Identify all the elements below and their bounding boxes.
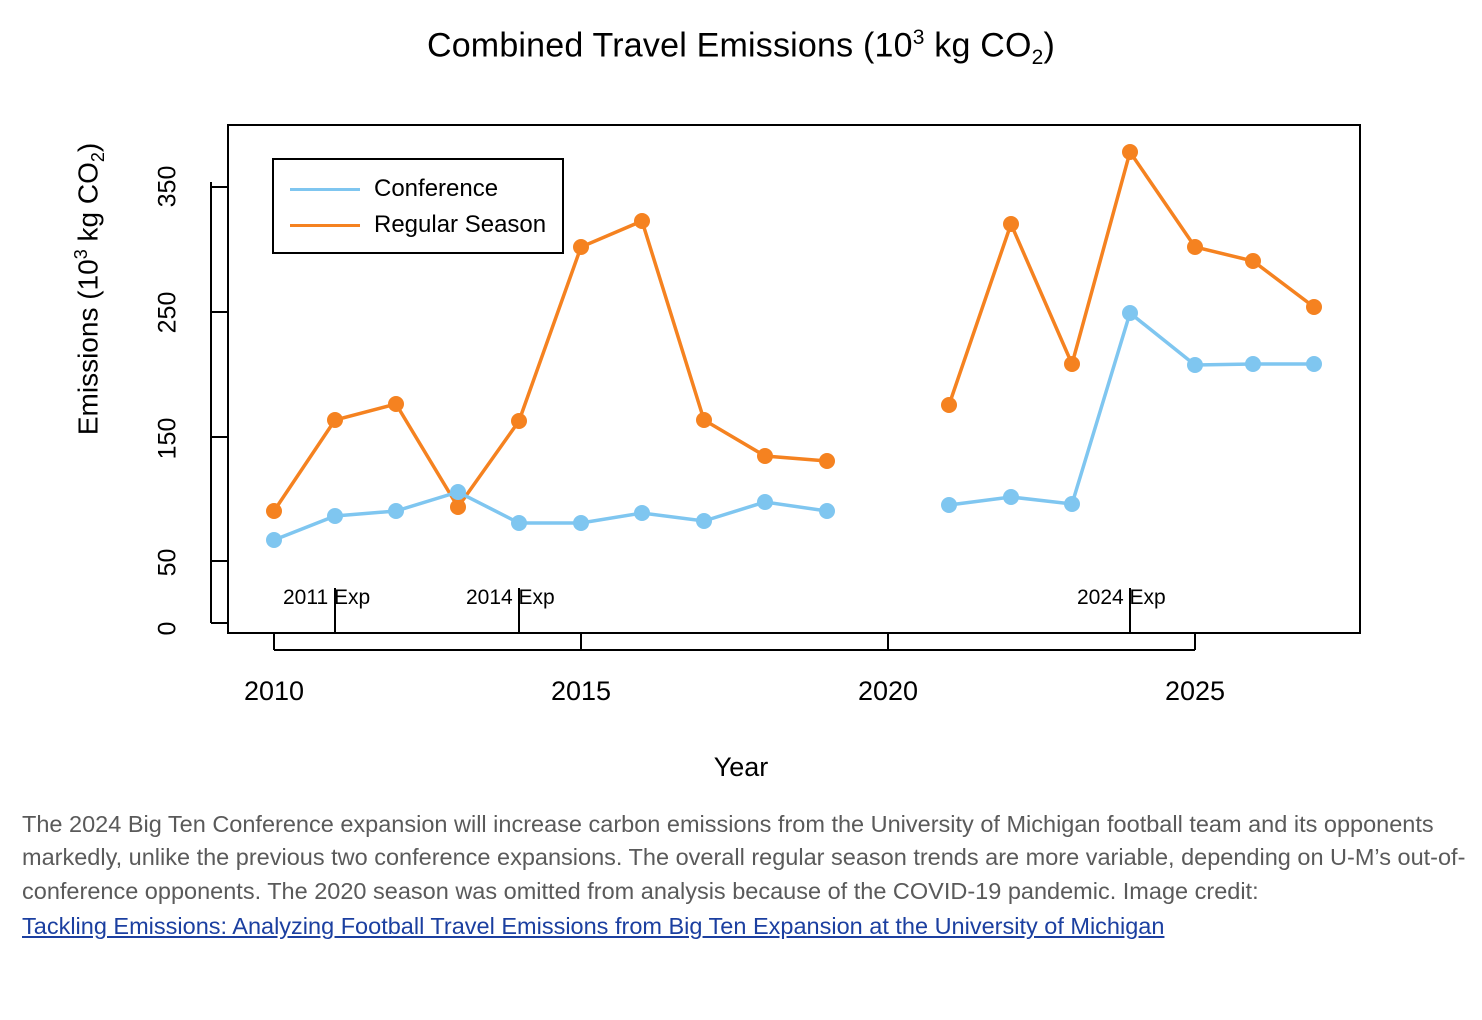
legend-swatch-conference bbox=[290, 188, 360, 191]
x-tick-label-2025: 2025 bbox=[1164, 676, 1226, 706]
y-axis-label-mid: kg CO bbox=[72, 162, 104, 250]
y-tick-label-350: 350 bbox=[153, 165, 182, 208]
legend-item-regular-season bbox=[274, 210, 546, 240]
y-axis-label-exponent: 3 bbox=[71, 249, 92, 260]
x-axis-label: Year bbox=[713, 752, 769, 782]
y-tick-label-150: 150 bbox=[153, 417, 182, 460]
caption-source-link[interactable]: Tackling Emissions: Analyzing Football Travel Emissions from Big Ten Expansion at the University of Michigan bbox=[22, 913, 1165, 940]
y-axis bbox=[211, 182, 228, 623]
legend-label-regular-season: Regular Season bbox=[374, 211, 547, 238]
x-axis bbox=[274, 633, 1195, 650]
x-tick-label-2020: 2020 bbox=[857, 676, 919, 706]
caption-text: The 2024 Big Ten Conference expansion will increase carbon emissions from the University of Michigan football team and its opponents markedly, unlike the previous two conference expansions. The overall regular season trends are more variable, depending on U-M’s out-of-conference opponents. The 2020 season was omitted from analysis because of the COVID-19 pandemic. Image credit: bbox=[22, 811, 1466, 904]
figure-caption bbox=[22, 808, 1466, 943]
chart-title-mid: kg CO bbox=[924, 26, 1032, 65]
annotation-2011-exp: 2011 Exp bbox=[283, 586, 371, 609]
chart-legend bbox=[272, 158, 564, 254]
y-axis-label-main: Emissions (10 bbox=[72, 259, 104, 436]
chart-title-exponent: 3 bbox=[912, 26, 925, 49]
x-tick-label-2015: 2015 bbox=[550, 676, 612, 706]
y-tick-label-0: 0 bbox=[153, 621, 182, 636]
y-tick-label-250: 250 bbox=[153, 291, 182, 334]
annotation-2014-exp: 2014 Exp bbox=[466, 586, 555, 609]
y-axis-label-subscript: 2 bbox=[87, 152, 108, 163]
chart-title-subscript: 2 bbox=[1031, 46, 1044, 70]
x-tick-label-2010: 2010 bbox=[243, 676, 305, 706]
chart-title-end: ) bbox=[1043, 26, 1056, 65]
annotation-2024-exp: 2024 Exp bbox=[1077, 586, 1166, 609]
y-tick-label-50: 50 bbox=[153, 548, 182, 577]
legend-item-conference bbox=[274, 174, 498, 204]
y-axis-label-end: ) bbox=[72, 142, 104, 153]
expansion-markers bbox=[335, 588, 1130, 633]
series-conference bbox=[266, 305, 1322, 548]
legend-swatch-regular-season bbox=[290, 224, 360, 227]
chart-title-main: Combined Travel Emissions (10 bbox=[426, 26, 913, 65]
legend-label-conference: Conference bbox=[374, 175, 499, 202]
